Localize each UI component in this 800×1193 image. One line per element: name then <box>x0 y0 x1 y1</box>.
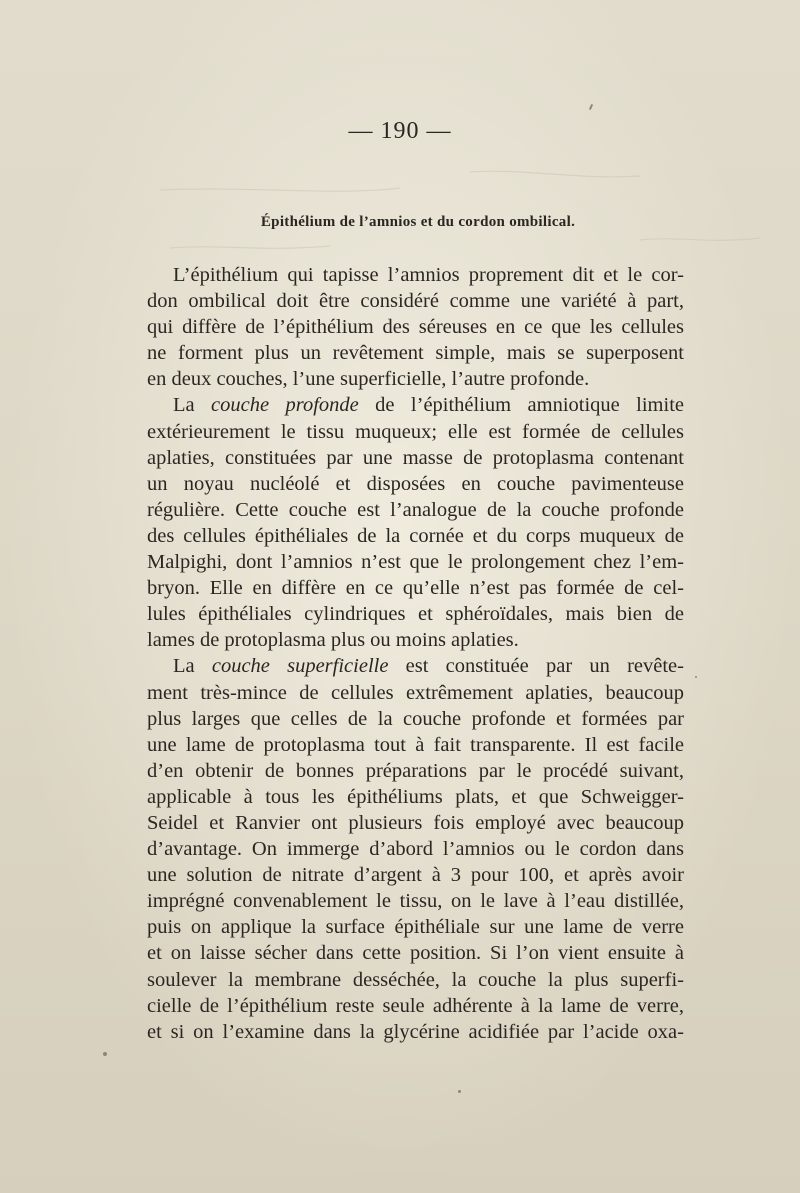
text-segment: ment très-mince de cellules extrêmement aplaties, beaucoup <box>147 681 684 704</box>
text-line <box>147 888 684 914</box>
text-segment: de l’épithélium amniotique limite <box>358 394 684 417</box>
text-segment: bryon. Elle en diffère en ce qu’elle n’est pas formée de cel- <box>147 577 684 600</box>
text-line <box>147 862 684 888</box>
text-line <box>147 575 684 601</box>
ink-speck <box>103 1052 107 1056</box>
body-paragraphs <box>147 262 684 1045</box>
text-line <box>147 967 684 993</box>
text-line <box>147 940 684 966</box>
ink-speck <box>458 1090 461 1093</box>
italic-term: couche superficielle <box>211 655 389 678</box>
text-line <box>147 419 684 445</box>
text-segment: L’épithélium qui tapisse l’amnios proprement dit et le cor- <box>173 264 684 286</box>
text-segment: lules épithéliales cylindriques et sphéroïdales, mais bien de <box>147 603 684 626</box>
text-line <box>147 497 684 523</box>
page-number: — 190 — <box>348 118 452 144</box>
text-line <box>147 680 684 706</box>
text-segment: qui diffère de l’épithélium des séreuses en ce que les cellules <box>147 316 684 339</box>
text-line <box>147 993 684 1019</box>
section-title: Épithélium de l’amnios et du cordon ombilical. <box>260 214 576 230</box>
text-segment: en deux couches, l’une superficielle, l’autre profonde. <box>147 368 590 391</box>
text-segment: don ombilical doit être considéré comme une variété à part, <box>147 290 684 313</box>
text-line <box>147 549 684 575</box>
text-segment: La <box>173 655 212 678</box>
text-segment: plus larges que celles de la couche profonde et formées par <box>147 707 684 730</box>
text-segment: d’avantage. On immerge d’abord l’amnios ou le cordon dans <box>147 838 684 861</box>
text-line <box>147 523 684 549</box>
text-segment: régulière. Cette couche est l’analogue de la couche profonde <box>147 498 684 521</box>
text-line <box>147 366 684 392</box>
text-segment: une lame de protoplasma tout à fait transparente. Il est facile <box>147 733 684 756</box>
italic-term: couche profonde <box>211 394 359 417</box>
text-segment: un noyau nucléolé et disposées en couche pavimenteuse <box>147 472 684 495</box>
text-segment: ne forment plus un revêtement simple, mais se superposent <box>147 342 684 365</box>
text-segment: extérieurement le tissu muqueux; elle est formée de cellules <box>147 420 684 443</box>
text-segment: La <box>173 394 212 417</box>
text-line <box>147 392 684 418</box>
text-segment: est constituée par un revête- <box>388 655 684 678</box>
text-line <box>147 262 684 288</box>
text-segment: aplaties, constituées par une masse de protoplasma contenant <box>147 446 684 469</box>
text-segment: et si on l’examine dans la glycérine acidifiée par l’acide oxa- <box>147 1020 684 1043</box>
text-segment: puis on applique la surface épithéliale sur une lame de verre <box>147 916 684 939</box>
text-line <box>147 340 684 366</box>
text-line <box>147 836 684 862</box>
text-segment: applicable à tous les épithéliums plats, et que Schweigger- <box>147 785 684 808</box>
ink-speck <box>695 676 697 678</box>
text-segment: Malpighi, dont l’amnios n’est que le prolongement chez l’em- <box>147 551 684 574</box>
text-line <box>147 314 684 340</box>
text-line <box>147 1019 684 1045</box>
text-segment: imprégné convenablement le tissu, on le lave à l’eau distillée, <box>147 890 684 913</box>
text-segment: cielle de l’épithélium reste seule adhérente à la lame de verre, <box>147 994 684 1017</box>
text-line <box>147 288 684 314</box>
ink-speck <box>589 104 593 110</box>
text-line <box>147 653 684 679</box>
text-segment: une solution de nitrate d’argent à 3 pour 100, et après avoir <box>147 864 684 887</box>
text-line <box>147 732 684 758</box>
text-line <box>147 471 684 497</box>
text-segment: d’en obtenir de bonnes préparations par le procédé suivant, <box>147 759 684 782</box>
text-line <box>147 706 684 732</box>
text-line <box>147 810 684 836</box>
text-segment: Seidel et Ranvier ont plusieurs fois employé avec beaucoup <box>147 811 684 834</box>
text-line <box>147 914 684 940</box>
text-segment: soulever la membrane desséchée, la couche la plus superfi- <box>147 968 684 991</box>
text-line <box>147 601 684 627</box>
text-segment: lames de protoplasma plus ou moins aplaties. <box>147 629 519 652</box>
text-line <box>147 445 684 471</box>
text-line <box>147 627 684 653</box>
text-line <box>147 784 684 810</box>
text-segment: des cellules épithéliales de la cornée et du corps muqueux de <box>147 524 684 547</box>
text-line <box>147 758 684 784</box>
text-segment: et on laisse sécher dans cette position. Si l’on vient ensuite à <box>147 942 684 965</box>
